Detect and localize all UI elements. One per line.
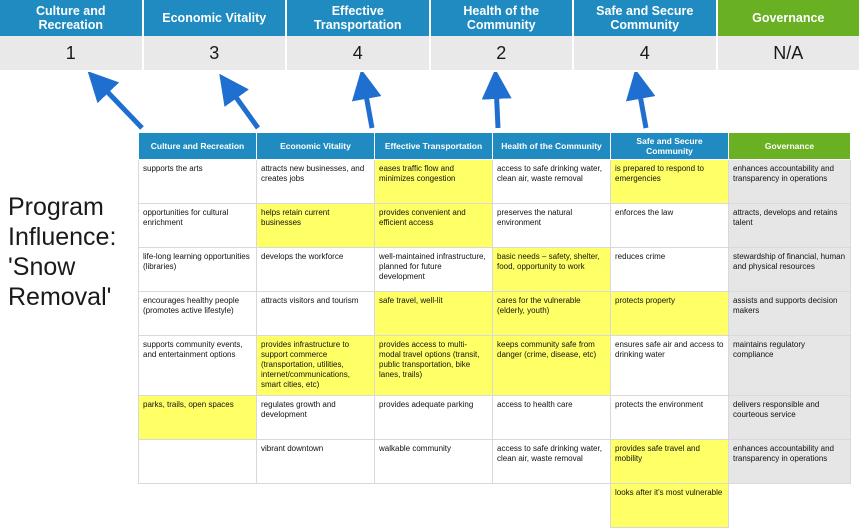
matrix-cell: access to health care — [493, 396, 611, 440]
matrix-cell: stewardship of financial, human and physical resources — [729, 248, 851, 292]
matrix-cell: maintains regulatory compliance — [729, 336, 851, 396]
matrix-cell: delivers responsible and courteous service — [729, 396, 851, 440]
summary-header-culture-and-recreation: Culture and Recreation — [0, 0, 144, 36]
arrow-health-of-the-community — [496, 84, 498, 128]
matrix-row — [139, 484, 851, 528]
summary-header-row — [0, 0, 859, 36]
matrix-cell: provides convenient and efficient access — [375, 204, 493, 248]
matrix-cell: reduces crime — [611, 248, 729, 292]
matrix-header-governance: Governance — [729, 133, 851, 160]
matrix-cell: develops the workforce — [257, 248, 375, 292]
matrix-body — [139, 160, 851, 528]
summary-header-effective-transportation: Effective Transportation — [287, 0, 431, 36]
matrix-cell: preserves the natural environment — [493, 204, 611, 248]
summary-header-governance: Governance — [718, 0, 859, 36]
matrix-cell — [257, 484, 375, 528]
matrix-cell: helps retain current businesses — [257, 204, 375, 248]
matrix-row — [139, 292, 851, 336]
matrix-cell: safe travel, well-lit — [375, 292, 493, 336]
summary-header-health-of-the-community: Health of the Community — [431, 0, 575, 36]
matrix-header-effective-transportation: Effective Transportation — [375, 133, 493, 160]
matrix-row — [139, 396, 851, 440]
matrix-cell: protects property — [611, 292, 729, 336]
matrix-cell — [139, 484, 257, 528]
matrix-row — [139, 248, 851, 292]
matrix-row — [139, 204, 851, 248]
matrix-cell: enforces the law — [611, 204, 729, 248]
arrow-safe-and-secure-community — [638, 84, 646, 128]
matrix-cell: regulates growth and development — [257, 396, 375, 440]
matrix-cell — [375, 484, 493, 528]
matrix-cell: vibrant downtown — [257, 440, 375, 484]
arrow-layer — [0, 72, 859, 134]
matrix-cell: supports community events, and entertainment options — [139, 336, 257, 396]
matrix-row — [139, 160, 851, 204]
matrix-cell: basic needs – safety, shelter, food, opportunity to work — [493, 248, 611, 292]
summary-score-culture-and-recreation: 1 — [0, 36, 144, 70]
summary-score-effective-transportation: 4 — [287, 36, 431, 70]
matrix-cell: walkable community — [375, 440, 493, 484]
matrix-cell: looks after it's most vulnerable — [611, 484, 729, 528]
matrix-header-health-of-the-community: Health of the Community — [493, 133, 611, 160]
summary-score-economic-vitality: 3 — [144, 36, 288, 70]
summary-header-economic-vitality: Economic Vitality — [144, 0, 288, 36]
summary-score-governance: N/A — [718, 36, 859, 70]
matrix-cell: opportunities for cultural enrichment — [139, 204, 257, 248]
strategic-priorities-summary-band — [0, 0, 859, 70]
matrix-cell: parks, trails, open spaces — [139, 396, 257, 440]
matrix-cell: provides adequate parking — [375, 396, 493, 440]
matrix-cell — [139, 440, 257, 484]
summary-score-safe-and-secure-community: 4 — [574, 36, 718, 70]
matrix-cell: attracts new businesses, and creates jobs — [257, 160, 375, 204]
matrix-cell: eases traffic flow and minimizes congestion — [375, 160, 493, 204]
matrix-cell: life-long learning opportunities (libraries) — [139, 248, 257, 292]
matrix-cell: provides safe travel and mobility — [611, 440, 729, 484]
matrix-cell: ensures safe air and access to drinking water — [611, 336, 729, 396]
matrix-header-safe-and-secure-community: Safe and Secure Community — [611, 133, 729, 160]
matrix-cell: protects the environment — [611, 396, 729, 440]
matrix-header-row — [139, 133, 851, 160]
arrow-effective-transportation — [364, 84, 372, 128]
matrix-cell: is prepared to respond to emergencies — [611, 160, 729, 204]
summary-score-health-of-the-community: 2 — [431, 36, 575, 70]
matrix-cell: assists and supports decision makers — [729, 292, 851, 336]
matrix-cell: attracts, develops and retains talent — [729, 204, 851, 248]
matrix-cell: enhances accountability and transparency in operations — [729, 160, 851, 204]
matrix-cell: provides access to multi-modal travel options (transit, public transportation, bike lanes, trails) — [375, 336, 493, 396]
matrix-cell: access to safe drinking water, clean air, waste removal — [493, 160, 611, 204]
matrix-cell — [493, 484, 611, 528]
summary-score-row — [0, 36, 859, 70]
matrix-cell: cares for the vulnerable (elderly, youth) — [493, 292, 611, 336]
matrix-row — [139, 336, 851, 396]
matrix-cell: encourages healthy people (promotes active lifestyle) — [139, 292, 257, 336]
matrix-cell: well-maintained infrastructure, planned for future development — [375, 248, 493, 292]
matrix-row — [139, 440, 851, 484]
matrix-header-economic-vitality: Economic Vitality — [257, 133, 375, 160]
summary-header-safe-and-secure-community: Safe and Secure Community — [574, 0, 718, 36]
matrix-cell: keeps community safe from danger (crime, disease, etc) — [493, 336, 611, 396]
arrow-economic-vitality — [228, 86, 258, 128]
matrix-cell: attracts visitors and tourism — [257, 292, 375, 336]
matrix-header-culture-and-recreation: Culture and Recreation — [139, 133, 257, 160]
matrix-cell: enhances accountability and transparency in operations — [729, 440, 851, 484]
matrix-cell — [729, 484, 851, 528]
matrix-cell: provides infrastructure to support commerce (transportation, utilities, internet/communications, smart cities, etc) — [257, 336, 375, 396]
matrix-cell: supports the arts — [139, 160, 257, 204]
program-influence-matrix — [138, 132, 851, 528]
arrow-culture-and-recreation — [98, 82, 142, 128]
program-influence-label: Program Influence: 'Snow Removal' — [8, 192, 138, 312]
matrix-cell: access to safe drinking water, clean air, waste removal — [493, 440, 611, 484]
